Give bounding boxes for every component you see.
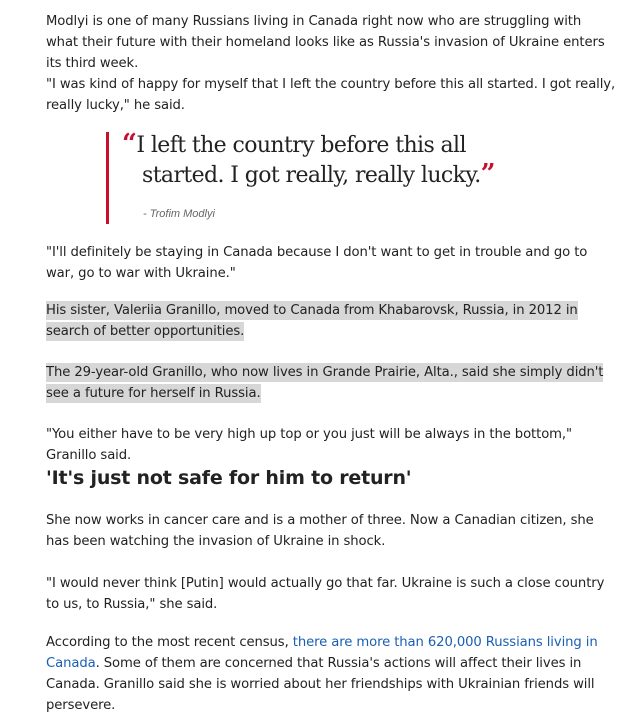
highlighted-text: His sister, Valeriia Granillo, moved to Canada from Khabarovsk, Russia, in 2012 in search of better opportunities. [46,303,578,339]
paragraph: "You either have to be very high up top or you just will be always in the bottom," Granillo said. [46,427,572,463]
highlighted-paragraph [46,362,616,404]
paragraph-text: According to the most recent census, [46,635,293,650]
pull-quote-line-1 [122,130,495,160]
paragraph [46,632,616,716]
pull-quote-attribution: - Trofim Modlyi [143,208,215,220]
pull-quote-line-1-text: I left the country before this all [136,133,466,158]
census-link[interactable]: there are more than 620,000 Russians living in Canada [46,635,598,671]
pull-quote-line-2-text: started. I got really, really lucky. [142,163,481,188]
pull-quote-accent-bar [106,132,109,224]
section-subheading: 'It's just not safe for him to return' [46,467,412,489]
close-quote-icon: ” [480,159,496,189]
paragraph-text: . Some of them are concerned that Russia's actions will affect their lives in Canada. Granillo said she is worried about her friendships with Ukrainian friends will persevere. [46,656,595,713]
pull-quote-line-2 [122,160,495,190]
open-quote-icon: “ [122,129,137,159]
paragraph: "I would never think [Putin] would actually go that far. Ukraine is such a close country to us, to Russia," she said. [46,576,605,612]
pull-quote [106,128,566,226]
paragraph: Modlyi is one of many Russians living in Canada right now who are struggling with what their future with their homeland looks like as Russia's invasion of Ukraine enters its third week. [46,14,605,71]
highlighted-paragraph [46,300,616,342]
highlighted-text: The 29-year-old Granillo, who now lives in Grande Prairie, Alta., said she simply didn't see a future for herself in Russia. [46,365,604,401]
paragraph: She now works in cancer care and is a mother of three. Now a Canadian citizen, she has been watching the invasion of Ukraine in shock. [46,513,594,549]
pull-quote-text [122,130,495,190]
paragraph: "I was kind of happy for myself that I left the country before this all started. I got really, really lucky," he said. [46,77,616,113]
paragraph: "I'll definitely be staying in Canada because I don't want to get in trouble and go to war, go to war with Ukraine." [46,245,588,281]
